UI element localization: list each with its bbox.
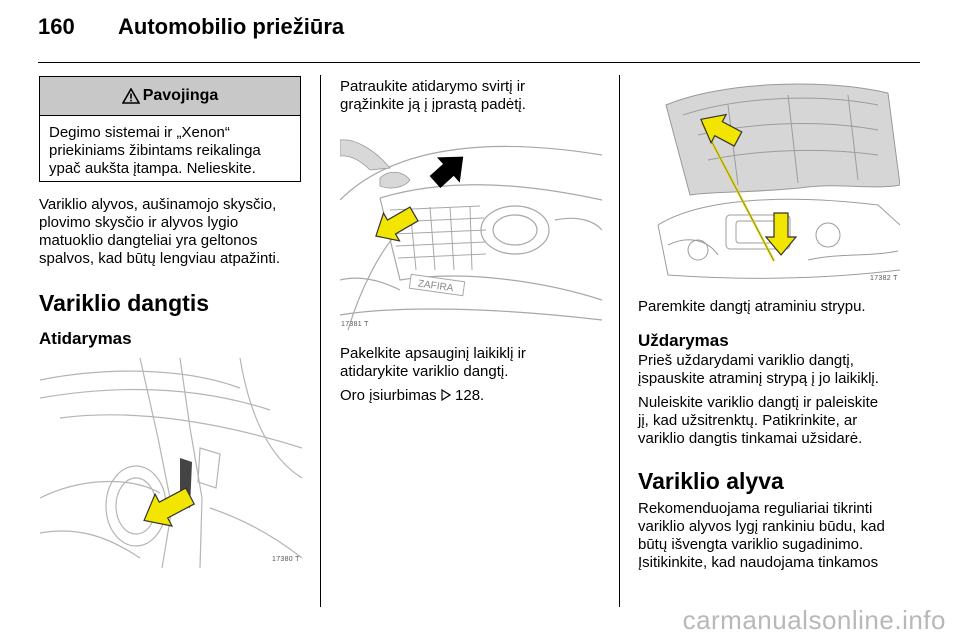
column-divider-2 — [619, 75, 620, 607]
text-line: Variklio alyvos, aušinamojo skysčio, — [39, 196, 277, 213]
car-badge-text: ZAFIRA — [417, 278, 454, 295]
reference-text: Oro įsiurbimas — [340, 387, 437, 404]
column-divider-1 — [320, 75, 321, 607]
illustration-hood-prop — [638, 75, 900, 287]
warning-header — [40, 77, 300, 116]
text-line: Patraukite atidarymo svirtį ir — [340, 78, 526, 95]
closing-paragraph-2 — [638, 394, 878, 448]
section-heading-engine-oil: Variklio alyva — [638, 468, 784, 494]
text-line: būtų išvengta variklio sugadinimo. — [638, 536, 864, 553]
text-line: Įsitikinkite, kad naudojama tinkamos — [638, 554, 879, 571]
image-code: 17381 T — [341, 321, 369, 328]
engine-oil-paragraph — [638, 500, 885, 572]
header-rule — [38, 62, 920, 63]
image-code: 17380 T — [272, 556, 300, 563]
warning-triangle-icon — [122, 88, 140, 104]
reference-arrow-icon — [441, 389, 451, 401]
text-line: matuoklio dangteliai yra geltonos — [39, 232, 258, 249]
subheading-closing: Uždarymas — [638, 331, 729, 350]
text-line: grąžinkite ją į įprastą padėtį. — [340, 96, 526, 113]
text-line: Rekomenduojama reguliariai tikrinti — [638, 500, 873, 517]
text-line: Pakelkite apsauginį laikiklį ir — [340, 345, 526, 362]
text-line: Nuleiskite variklio dangtį ir paleiskite — [638, 394, 879, 411]
fluid-caps-paragraph — [39, 196, 280, 268]
text-line: variklio alyvos lygį rankiniu būdu, kad — [638, 518, 885, 535]
text-line: spalvos, kad būtų lengviau atpažinti. — [39, 250, 280, 267]
release-lever-drawing — [40, 358, 302, 568]
hood-catch-drawing — [340, 130, 602, 330]
text-line: atidarykite variklio dangtį. — [340, 363, 509, 380]
warning-line: ypač aukšta įtampa. Nelieskite. — [49, 160, 256, 177]
watermark: carmanualsonline.info — [682, 605, 946, 635]
text-line: jį, kad užsitrenktų. Patikrinkite, ar — [638, 412, 858, 429]
air-intake-reference — [340, 387, 484, 405]
warning-text — [40, 116, 300, 178]
section-heading-hood: Variklio dangtis — [39, 290, 209, 316]
text-line: įspauskite atraminį strypą į jo laikiklį. — [638, 370, 879, 387]
text-line: plovimo skysčio ir alyvos lygio — [39, 214, 239, 231]
text-line: Prieš uždarydami variklio dangtį, — [638, 352, 854, 369]
closing-paragraph-1 — [638, 352, 879, 388]
prop-rod-paragraph: Paremkite dangtį atraminiu strypu. — [638, 298, 866, 315]
warning-line: Degimo sistemai ir „Xenon“ — [49, 124, 230, 141]
subheading-opening: Atidarymas — [39, 329, 132, 348]
warning-line: priekiniams žibintams reikalinga — [49, 142, 261, 159]
lever-paragraph — [340, 78, 526, 114]
page-number: 160 — [38, 14, 75, 39]
text-line: variklio dangtis tinkamai užsidarė. — [638, 430, 863, 447]
warning-box — [39, 76, 301, 182]
illustration-hood-catch — [340, 130, 602, 330]
reference-page-link[interactable]: 128. — [455, 387, 485, 404]
image-code: 17382 T — [870, 275, 898, 282]
hood-prop-drawing — [638, 75, 900, 287]
lift-catch-paragraph — [340, 345, 526, 381]
illustration-release-lever — [40, 358, 302, 568]
page-title: Automobilio priežiūra — [118, 14, 345, 39]
warning-title: Pavojinga — [142, 87, 219, 104]
